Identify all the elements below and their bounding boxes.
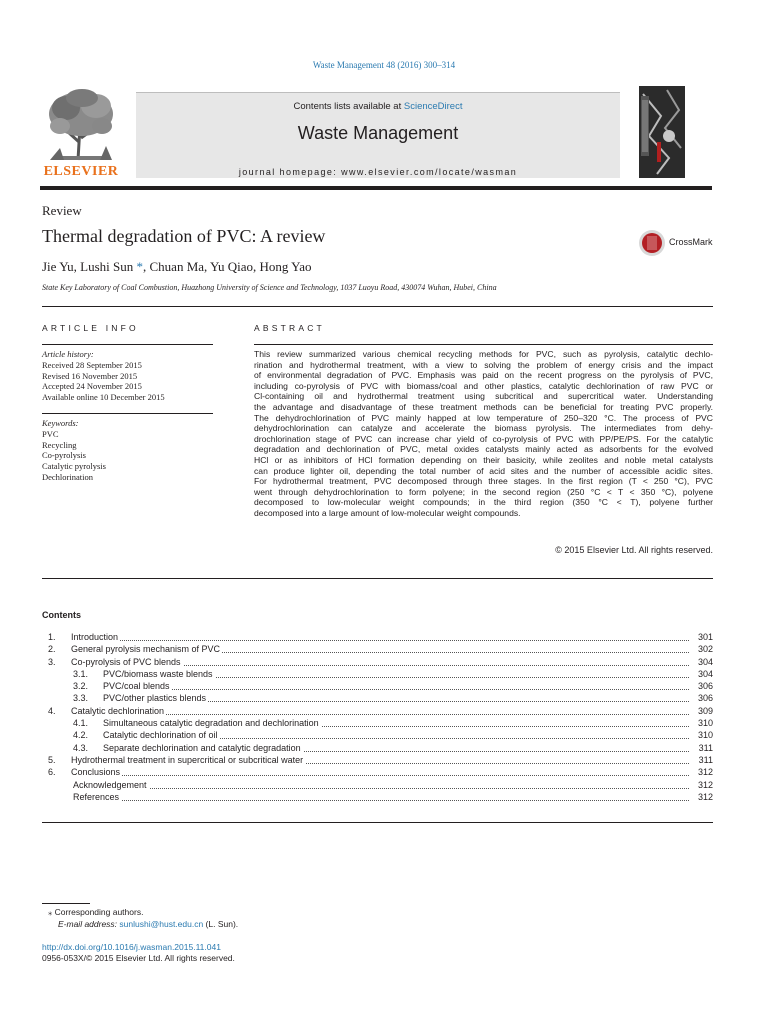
abstract-line: decomposed into a large amount of low-molecular weight compounds. [254, 507, 521, 518]
article-type: Review [42, 203, 82, 218]
toc-page: 309 [697, 705, 713, 716]
corresponding-note: ⁎ Corresponding authors. [48, 907, 144, 917]
toc-page: 306 [697, 693, 713, 704]
authors-first: Jie Yu, Lushi Sun [42, 259, 134, 274]
crossmark-icon [638, 228, 666, 258]
abstract-line: including co-pyrolysis of PVC with biomass/coal and other plastics, catalytic dechlorination of raw PVC or [254, 380, 713, 391]
journal-masthead [40, 86, 712, 182]
journal-cover-thumbnail [639, 86, 685, 178]
abstract-line: can produce lighter oil, depending the total number of acid sites and the number of accessible acidic sites. [254, 465, 713, 476]
toc-page: 306 [697, 681, 713, 692]
toc-label[interactable]: PVC/other plastics blends [103, 693, 207, 704]
toc-number: 1. [48, 632, 56, 642]
toc-label[interactable]: Hydrothermal treatment in supercritical or subcritical water [71, 754, 304, 765]
journal-citation[interactable]: Waste Management 48 (2016) 300–314 [312, 60, 456, 70]
doi-text[interactable]: http://dx.doi.org/10.1016/j.wasman.2015.11.041 [42, 942, 221, 952]
abstract-line: degradation and dechlorination of PVC, metal oxides catalysts mainly acted as adsorbents for the evolved [254, 444, 713, 455]
abstract-divider-top [254, 344, 713, 345]
abstract-line: of environmental degradation of PVC. Emphasis was paid on the recent progress on the pyrolysis of PVC, [254, 370, 713, 381]
info-divider-mid [42, 413, 213, 414]
crossmark-label: CrossMark [669, 237, 713, 247]
abstract-line: For hydrothermal treatment, PVC decomposed through three stages. In the first region (T < 250 °C), PVC [254, 476, 713, 487]
keyword: PVC [42, 428, 59, 439]
toc-label[interactable]: Separate dechlorination and catalytic degradation [103, 742, 301, 753]
toc-page: 312 [697, 791, 713, 802]
online-date: Available online 10 December 2015 [42, 392, 165, 403]
toc-leader [77, 777, 689, 789]
toc-number: 3.2. [73, 681, 89, 692]
received-date: Received 28 September 2015 [42, 359, 142, 370]
abstract-heading: ABSTRACT [254, 323, 325, 333]
abstract-body [254, 349, 713, 519]
toc-page: 310 [697, 730, 713, 741]
abstract-line: the advantage and disadvantage of these treatment methods can be beneficial for treating PVC properly. [254, 401, 713, 412]
header-divider [42, 306, 713, 307]
toc-label[interactable]: General pyrolysis mechanism of PVC [71, 644, 221, 655]
toc-page: 312 [697, 779, 713, 790]
keyword: Dechlorination [42, 471, 93, 482]
toc-number: 4. [48, 705, 56, 716]
revised-date: Revised 16 November 2015 [42, 370, 138, 381]
keywords-block [42, 418, 106, 483]
toc-number: 4.3. [73, 742, 89, 753]
masthead-banner [136, 92, 620, 178]
toc-leader [77, 789, 689, 801]
keywords-label: Keywords: [42, 418, 79, 428]
abstract-line: Cl-containing oil and hydrothermal treatment using subcritical and supercritical water. Understanding [254, 391, 713, 402]
toc-entry[interactable] [42, 792, 713, 804]
article-title: Thermal degradation of PVC: A review [42, 226, 326, 246]
toc-label[interactable]: PVC/biomass waste blends [103, 668, 213, 679]
journal-title: Waste Management [297, 123, 459, 143]
toc-number: 3.3. [73, 693, 89, 704]
issn-line: 0956-053X/© 2015 Elsevier Ltd. All rights reserved. [42, 953, 235, 963]
authors-rest: , Chuan Ma, Yu Qiao, Hong Yao [143, 259, 312, 274]
contents-heading: Contents [42, 610, 81, 620]
toc-page: 301 [697, 632, 713, 642]
abstract-line: HCl or as inhibitors of HCl formation depending on their basicity, while zeolites and noble metal catalysts [254, 454, 713, 465]
toc-leader [75, 703, 689, 715]
history-label: Article history: [42, 349, 94, 359]
journal-homepage[interactable]: journal homepage: www.elsevier.com/locate/wasman [238, 167, 518, 177]
toc-label[interactable]: Simultaneous catalytic degradation and dechlorination [103, 718, 319, 729]
sciencedirect-link[interactable]: ScienceDirect [403, 101, 463, 112]
abstract-line: went through dehydrochlorination to form polyene; in the second region (250 °C < T < 350 °C), polyene [254, 486, 713, 497]
toc-number: 6. [48, 767, 56, 778]
author-list [42, 259, 312, 275]
abstract-line: dehydrochlorination can catalyze and accelerate the biomass pyrolysis. The intermediates from dehy- [254, 423, 713, 434]
toc-page: 311 [698, 742, 713, 753]
keyword: Co-pyrolysis [42, 450, 86, 461]
abstract-line: The dehydrochlorination of PVC mainly happed at low temperature of 250–320 °C. The process of PVC [254, 412, 713, 423]
toc-label[interactable]: Conclusions [71, 767, 121, 778]
toc-label[interactable]: Catalytic dechlorination of oil [103, 730, 218, 741]
toc-page: 302 [697, 644, 713, 655]
keyword: Catalytic pyrolysis [42, 461, 106, 472]
abstract-line: This review summarized various chemical recycling methods for PVC, such as pyrolysis, catalytic dechlo- [254, 349, 713, 359]
masthead-rule [40, 186, 712, 190]
article-history [42, 349, 165, 403]
accepted-date: Accepted 24 November 2015 [42, 381, 142, 392]
toc-leader [107, 678, 689, 690]
contents-prefix: Contents lists available at [293, 101, 404, 112]
toc-leader [75, 629, 689, 641]
crossmark-badge[interactable] [638, 228, 714, 258]
toc-page: 310 [697, 718, 713, 729]
info-divider-top [42, 344, 213, 345]
contents-divider-bottom [42, 822, 713, 823]
abstract-line: rination and hydrothermal treatment, with a view to solving the problem of energy crisis and the impact [254, 359, 713, 370]
toc-leader [75, 764, 689, 776]
toc-number: 3.1. [73, 668, 89, 679]
table-of-contents [42, 632, 713, 804]
toc-label[interactable]: References [73, 791, 120, 802]
toc-number: 2. [48, 644, 56, 655]
corresponding-author-marker[interactable]: * [133, 259, 143, 274]
toc-label[interactable]: Co-pyrolysis of PVC blends [71, 656, 181, 667]
toc-number: 5. [48, 754, 56, 765]
toc-label[interactable]: Acknowledgement [73, 779, 147, 790]
affiliation: State Key Laboratory of Coal Combustion, Huazhong University of Science and Technology, 1037 Luoyu Road, 430074 Wuhan, Hubei, China [42, 283, 497, 292]
abstract-copyright: © 2015 Elsevier Ltd. All rights reserved. [555, 545, 713, 555]
toc-number: 4.1. [73, 718, 89, 729]
email-note [58, 919, 238, 929]
article-info-heading: ARTICLE INFO [42, 323, 139, 333]
footnote-rule [42, 903, 90, 904]
contents-availability [136, 101, 620, 112]
publisher-wordmark: ELSEVIER [43, 164, 119, 179]
email-link[interactable]: sunlushi@hust.edu.cn [119, 919, 204, 929]
email-label: E-mail address: [58, 919, 120, 929]
toc-label[interactable]: PVC/coal blends [103, 681, 170, 692]
email-suffix: (L. Sun). [203, 919, 239, 929]
abstract-divider-bottom [42, 578, 713, 579]
toc-page: 312 [697, 767, 713, 778]
abstract-line: drochlorination stage of PVC can increase char yield of co-pyrolysis of PVC with PP/PE/PS. For the catalytic [254, 433, 713, 444]
toc-number: 4.2. [73, 730, 89, 741]
toc-label[interactable]: Catalytic dechlorination [71, 705, 165, 716]
toc-page: 311 [698, 754, 713, 765]
toc-page: 304 [697, 668, 713, 679]
keyword: Recycling [42, 439, 77, 450]
toc-label[interactable]: Introduction [71, 632, 119, 642]
toc-page: 304 [697, 656, 713, 667]
doi-link[interactable] [42, 942, 221, 952]
toc-number: 3. [48, 656, 56, 667]
abstract-line: decomposed to low-molecular weight compounds; in the third region (350 °C < T), polyene further [254, 497, 713, 508]
